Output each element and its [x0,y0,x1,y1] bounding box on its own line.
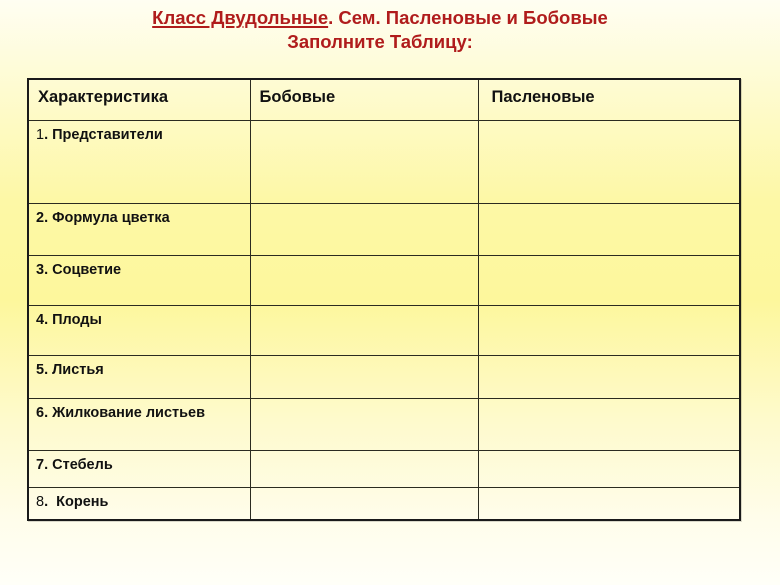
header-characteristic: Характеристика [29,80,250,120]
header-bobovye: Бобовые [250,80,478,120]
cell-bobovye-stem[interactable] [250,450,478,487]
row-label-flower-formula: 2. Формула цветка [29,203,250,255]
table-row [29,355,739,398]
cell-paslenovye-inflorescence[interactable] [478,255,739,305]
row-label-root: 8. Корень [29,487,250,519]
title-line-1 [0,6,760,30]
cell-bobovye-fruits[interactable] [250,305,478,355]
cell-bobovye-root[interactable] [250,487,478,519]
row-label-inflorescence: 3. Соцветие [29,255,250,305]
row-label-representatives: 1. Представители [29,120,250,203]
header-paslenovye: Пасленовые [478,80,739,120]
cell-bobovye-representatives[interactable] [250,120,478,203]
row-label-leaf-venation: 6. Жилкование листьев [29,398,250,450]
cell-paslenovye-leaf-venation[interactable] [478,398,739,450]
cell-paslenovye-root[interactable] [478,487,739,519]
table-row [29,203,739,255]
table-row [29,120,739,203]
cell-paslenovye-representatives[interactable] [478,120,739,203]
row-label-stem: 7. Стебель [29,450,250,487]
title-line-2: Заполните Таблицу: [287,31,473,52]
table-header-row [29,80,739,120]
cell-bobovye-leaves[interactable] [250,355,478,398]
cell-paslenovye-stem[interactable] [478,450,739,487]
comparison-table [27,78,741,521]
title-class-name: Класс Двудольные [152,7,329,28]
cell-bobovye-flower-formula[interactable] [250,203,478,255]
table-row [29,398,739,450]
cell-paslenovye-leaves[interactable] [478,355,739,398]
cell-bobovye-inflorescence[interactable] [250,255,478,305]
table-row [29,487,739,519]
table-row [29,255,739,305]
title-families: . Сем. Пасленовые и Бобовые [328,7,608,28]
slide-title [0,6,760,54]
cell-paslenovye-flower-formula[interactable] [478,203,739,255]
cell-paslenovye-fruits[interactable] [478,305,739,355]
row-label-fruits: 4. Плоды [29,305,250,355]
row-label-leaves: 5. Листья [29,355,250,398]
table-row [29,305,739,355]
table-row [29,450,739,487]
cell-bobovye-leaf-venation[interactable] [250,398,478,450]
